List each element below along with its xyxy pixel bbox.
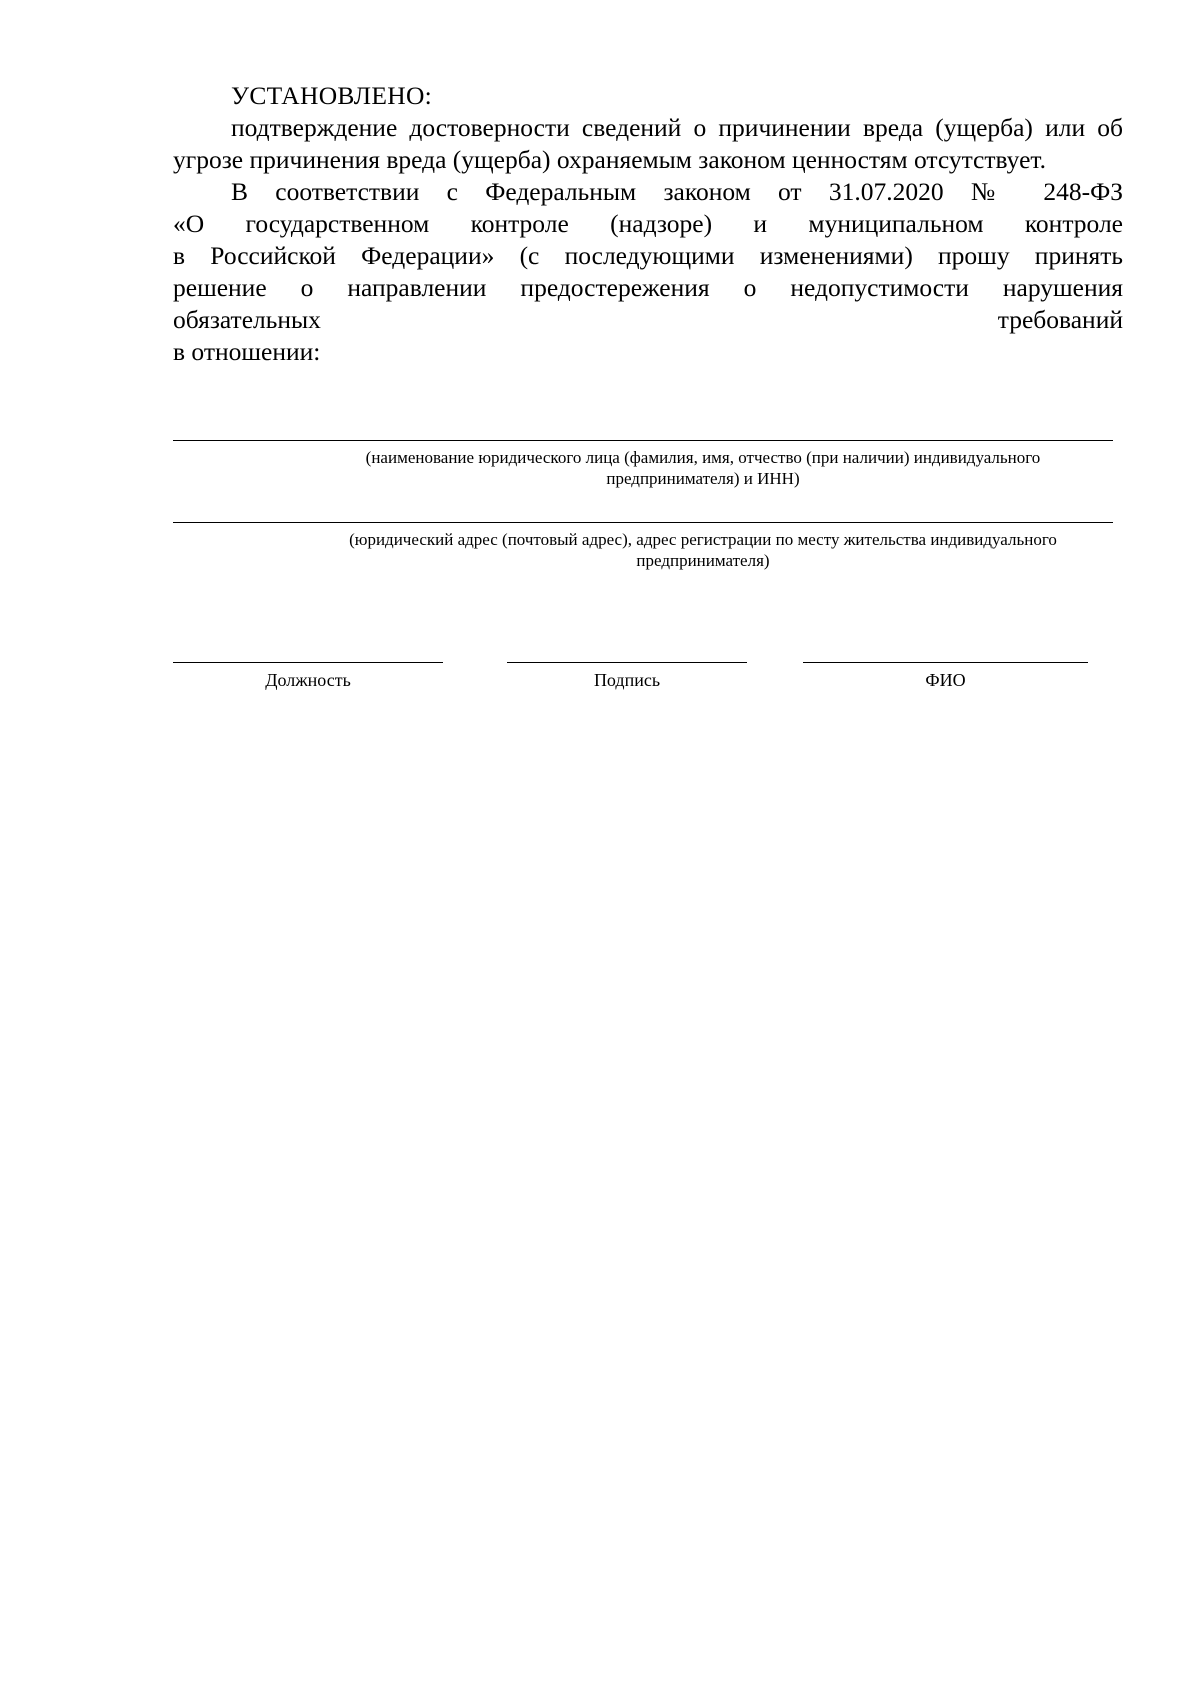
position-label: Должность (265, 670, 351, 690)
entity-caption-line-1: (наименование юридического лица (фамилия, имя, отчество (при наличии) индивидуального (365, 448, 1041, 467)
address-caption-line-1: (юридический адрес (почтовый адрес), адрес регистрации по месту жительства индивидуального (349, 530, 1057, 549)
signature-line (507, 662, 747, 663)
signature-label: Подпись (593, 670, 661, 690)
request-line: в отношении: (173, 337, 321, 366)
address-caption-line-2: предпринимателя) (636, 551, 770, 570)
position-line (173, 662, 443, 663)
document-body (173, 80, 1123, 368)
request-line: В соответствии с Федеральным законом от 31.07.2020 № 248-ФЗ (231, 177, 1123, 206)
address-line (173, 522, 1113, 523)
entity-caption-line-2: предпринимателя) и ИНН) (606, 469, 800, 488)
paragraph-request (173, 176, 1123, 368)
request-line: «О государственном контроле (надзоре) и муниципальном контроле (173, 209, 1123, 238)
entity-name-caption (173, 447, 1200, 489)
paragraph-no-confirmation: подтверждение достоверности сведений о причинении вреда (ущерба) или об угрозе причинения вреда (ущерба) охраняемым законом ценностям отсутствует. (173, 113, 1123, 174)
request-line: обязательных требований (173, 305, 1123, 334)
established-heading: УСТАНОВЛЕНО: (231, 81, 433, 110)
full-name-label: ФИО (925, 670, 966, 690)
request-line: решение о направлении предостережения о недопустимости нарушения (173, 273, 1123, 302)
full-name-line (803, 662, 1088, 663)
entity-name-line (173, 440, 1113, 441)
request-line: в Российской Федерации» (с последующими изменениями) прошу принять (173, 241, 1123, 270)
address-caption (173, 529, 1200, 571)
